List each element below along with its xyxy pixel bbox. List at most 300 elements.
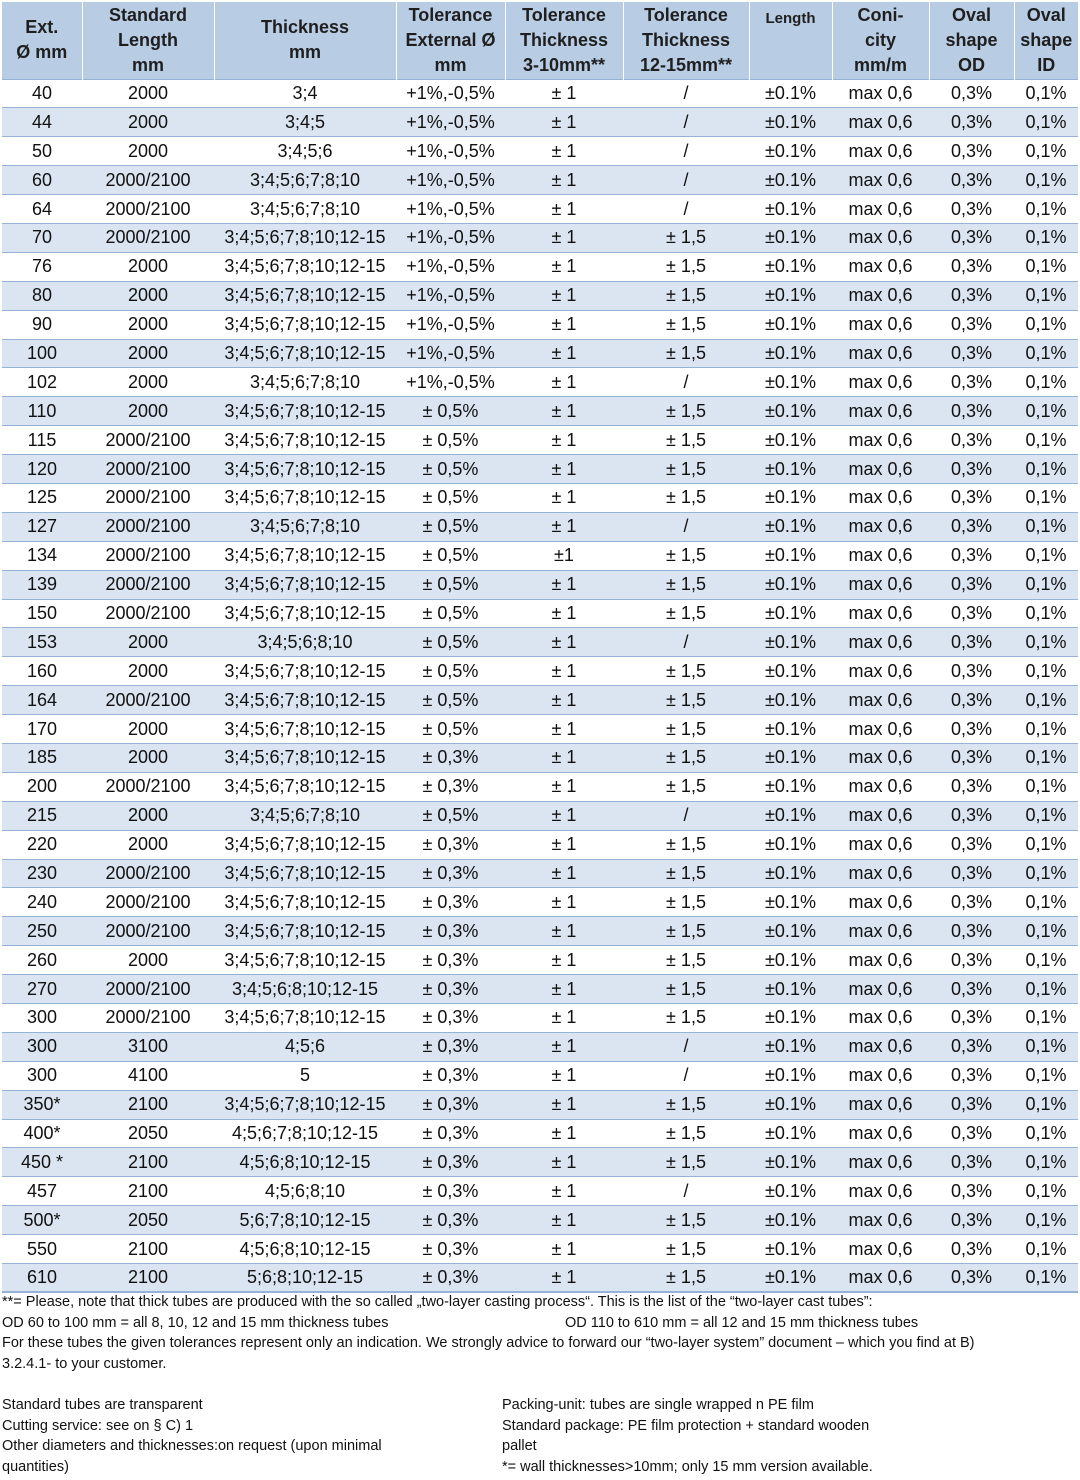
header-line: mm [434,54,467,75]
col-oval-od-cell: 0,3% [929,715,1014,744]
table-row [2,801,1078,830]
col-length-header [749,2,832,79]
col-oval-od-cell: 0,3% [929,1032,1014,1061]
table-row [2,1177,1078,1206]
od-range-small: OD 60 to 100 mm = all 8, 10, 12 and 15 mm thickness tubes [2,1314,389,1331]
col-ext-diameter-cell: 260 [2,946,82,975]
col-oval-od-cell: 0,3% [929,599,1014,628]
header-line: Length [118,29,178,50]
table-row [2,223,1078,252]
col-length-cell: ±0.1% [749,455,832,484]
header-line: shape [1020,29,1073,50]
col-standard-length-cell: 2000 [82,946,214,975]
col-tol-thickness-12-15-cell: ± 1,5 [623,397,749,426]
table-row [2,830,1078,859]
col-length-cell: ±0.1% [749,772,832,801]
col-tol-thickness-12-15-cell: ± 1,5 [623,975,749,1004]
col-oval-od-cell: 0,3% [929,541,1014,570]
col-thickness-cell: 3;4;5;6;7;8;10;12-15 [214,743,396,772]
col-tol-external-cell: ± 0,3% [396,946,505,975]
col-tol-external-cell: ± 0,3% [396,1032,505,1061]
col-standard-length-cell: 2000 [82,252,214,281]
col-standard-length-cell: 2000 [82,310,214,339]
col-oval-id-cell: 0,1% [1014,1119,1078,1148]
col-standard-length-cell: 2000/2100 [82,426,214,455]
col-length-cell: ±0.1% [749,888,832,917]
footer-left-line: Cutting service: see on § C) 1 [2,1417,194,1434]
col-length-cell: ±0.1% [749,743,832,772]
col-ext-diameter-cell: 457 [2,1177,82,1206]
col-ext-diameter-cell: 550 [2,1235,82,1264]
col-tol-external-cell: ± 0,3% [396,1206,505,1235]
col-standard-length-header [82,2,214,79]
col-tol-external-cell: ± 0,3% [396,1148,505,1177]
col-thickness-cell: 3;4;5;6;7;8;10 [214,512,396,541]
col-oval-id-cell: 0,1% [1014,252,1078,281]
col-tol-thickness-12-15-cell: / [623,1177,749,1206]
table-row [2,397,1078,426]
table-row [2,715,1078,744]
col-tol-thickness-3-10-header [505,2,623,79]
table-row [2,1004,1078,1033]
col-oval-od-cell: 0,3% [929,975,1014,1004]
col-length-cell: ±0.1% [749,1004,832,1033]
col-oval-od-cell: 0,3% [929,252,1014,281]
col-thickness-cell: 3;4;5;6;7;8;10;12-15 [214,1090,396,1119]
col-oval-od-cell: 0,3% [929,137,1014,166]
col-tol-external-cell: ± 0,3% [396,888,505,917]
col-oval-id-cell: 0,1% [1014,223,1078,252]
col-tol-thickness-12-15-cell: ± 1,5 [623,223,749,252]
col-length-cell: ±0.1% [749,801,832,830]
col-ext-diameter-cell: 110 [2,397,82,426]
col-oval-id-cell: 0,1% [1014,917,1078,946]
col-ext-diameter-cell: 500* [2,1206,82,1235]
col-tol-thickness-12-15-cell: ± 1,5 [623,570,749,599]
header-line: External Ø [405,29,496,50]
col-tol-thickness-12-15-cell: / [623,166,749,195]
col-conicity-cell: max 0,6 [832,455,929,484]
col-tol-thickness-3-10-cell: ± 1 [505,397,623,426]
header-line: Ø mm [16,42,68,63]
footnote-od-ranges [2,1313,1072,1334]
table-row [2,1264,1078,1293]
col-conicity-cell: max 0,6 [832,686,929,715]
col-tol-external-cell: ± 0,3% [396,830,505,859]
col-length-cell: ±0.1% [749,368,832,397]
col-tol-thickness-12-15-cell: / [623,108,749,137]
header-line: ID [1037,54,1056,75]
col-oval-od-cell: 0,3% [929,310,1014,339]
col-oval-od-cell: 0,3% [929,830,1014,859]
col-standard-length-cell: 2000/2100 [82,975,214,1004]
col-length-cell: ±0.1% [749,426,832,455]
col-conicity-cell: max 0,6 [832,1004,929,1033]
col-thickness-cell: 3;4;5;6;7;8;10;12-15 [214,599,396,628]
col-oval-id-cell: 0,1% [1014,1090,1078,1119]
col-oval-od-cell: 0,3% [929,397,1014,426]
header-line: OD [958,54,985,75]
header-line: city [864,29,897,50]
col-oval-id-cell: 0,1% [1014,1061,1078,1090]
col-length-cell: ±0.1% [749,137,832,166]
col-ext-diameter-cell: 102 [2,368,82,397]
col-thickness-cell: 3;4;5;6;7;8;10;12-15 [214,917,396,946]
col-ext-diameter-cell: 450 * [2,1148,82,1177]
col-thickness-cell: 3;4;5;6;7;8;10;12-15 [214,715,396,744]
col-tol-thickness-12-15-cell: ± 1,5 [623,917,749,946]
col-oval-id-cell: 0,1% [1014,1177,1078,1206]
col-oval-id-cell: 0,1% [1014,946,1078,975]
col-oval-id-cell: 0,1% [1014,339,1078,368]
col-tol-external-cell: ± 0,3% [396,1235,505,1264]
header-line: shape [945,29,998,50]
col-oval-id-cell: 0,1% [1014,1264,1078,1293]
col-standard-length-cell: 2000/2100 [82,570,214,599]
col-thickness-cell: 3;4;5;6;7;8;10;12-15 [214,281,396,310]
col-oval-id-cell: 0,1% [1014,426,1078,455]
col-tol-external-cell: ± 0,5% [396,570,505,599]
col-ext-diameter-cell: 120 [2,455,82,484]
table-row [2,1235,1078,1264]
footer-left-line: quantities) [2,1458,69,1475]
col-thickness-cell: 3;4;5;6;7;8;10;12-15 [214,426,396,455]
col-tol-thickness-3-10-cell: ± 1 [505,339,623,368]
col-length-cell: ±0.1% [749,859,832,888]
col-tol-thickness-3-10-cell: ± 1 [505,166,623,195]
col-conicity-cell: max 0,6 [832,1148,929,1177]
col-tol-external-cell: +1%,-0,5% [396,252,505,281]
col-oval-od-cell: 0,3% [929,223,1014,252]
col-standard-length-cell: 2000/2100 [82,917,214,946]
col-tol-external-cell: ± 0,3% [396,1090,505,1119]
col-oval-id-cell: 0,1% [1014,686,1078,715]
col-oval-od-cell: 0,3% [929,108,1014,137]
col-conicity-cell: max 0,6 [832,743,929,772]
col-tol-thickness-3-10-cell: ± 1 [505,455,623,484]
col-tol-thickness-3-10-cell: ± 1 [505,946,623,975]
table-row [2,599,1078,628]
col-length-cell: ±0.1% [749,1119,832,1148]
col-ext-diameter-cell: 44 [2,108,82,137]
col-oval-od-cell: 0,3% [929,801,1014,830]
col-ext-diameter-cell: 300 [2,1032,82,1061]
col-tol-external-cell: ± 0,5% [396,541,505,570]
col-standard-length-cell: 4100 [82,1061,214,1090]
col-oval-od-header [929,2,1014,79]
header-line: Tolerance [408,4,493,25]
footer-left-line: Standard tubes are transparent [2,1397,203,1413]
col-conicity-cell: max 0,6 [832,310,929,339]
header-row [2,2,1078,79]
col-tol-external-cell: ± 0,3% [396,1119,505,1148]
col-conicity-cell: max 0,6 [832,137,929,166]
col-thickness-cell: 3;4;5;6;7;8;10 [214,195,396,224]
col-conicity-cell: max 0,6 [832,975,929,1004]
col-tol-thickness-3-10-cell: ± 1 [505,1148,623,1177]
col-conicity-cell: max 0,6 [832,166,929,195]
col-conicity-cell: max 0,6 [832,1061,929,1090]
footnote-line: 3.2.4.1- to your customer. [2,1355,167,1372]
col-standard-length-cell: 3100 [82,1032,214,1061]
col-oval-id-cell: 0,1% [1014,368,1078,397]
col-ext-diameter-cell: 125 [2,483,82,512]
col-thickness-cell: 3;4;5;6;7;8;10;12-15 [214,686,396,715]
col-ext-diameter-cell: 250 [2,917,82,946]
col-ext-diameter-cell: 215 [2,801,82,830]
col-thickness-cell: 5;6;7;8;10;12-15 [214,1206,396,1235]
col-tol-thickness-3-10-cell: ± 1 [505,1090,623,1119]
col-thickness-cell: 3;4;5;6;8;10 [214,628,396,657]
col-tol-thickness-12-15-cell: ± 1,5 [623,715,749,744]
col-conicity-cell: max 0,6 [832,830,929,859]
table-row [2,108,1078,137]
col-ext-diameter-cell: 300 [2,1004,82,1033]
col-tol-external-cell: ± 0,3% [396,1264,505,1293]
col-standard-length-cell: 2000 [82,281,214,310]
header-line: 3-10mm** [522,54,606,75]
col-length-cell: ±0.1% [749,599,832,628]
table-row [2,281,1078,310]
footer-right-line: Standard package: PE film protection + standard wooden [502,1417,870,1434]
col-oval-id-cell: 0,1% [1014,599,1078,628]
col-tol-thickness-3-10-cell: ± 1 [505,512,623,541]
col-thickness-cell: 3;4;5;6;7;8;10 [214,166,396,195]
col-standard-length-cell: 2000 [82,801,214,830]
col-standard-length-cell: 2000/2100 [82,541,214,570]
col-tol-external-cell: +1%,-0,5% [396,137,505,166]
col-tol-thickness-3-10-cell: ± 1 [505,975,623,1004]
col-length-cell: ±0.1% [749,1090,832,1119]
col-length-cell: ±0.1% [749,686,832,715]
col-standard-length-cell: 2000 [82,339,214,368]
col-ext-diameter-cell: 50 [2,137,82,166]
col-conicity-cell: max 0,6 [832,1119,929,1148]
col-tol-thickness-12-15-cell: / [623,628,749,657]
col-oval-od-cell: 0,3% [929,859,1014,888]
col-thickness-cell: 3;4;5;6;7;8;10 [214,368,396,397]
col-tol-external-cell: ± 0,5% [396,599,505,628]
header-line: Length [765,10,816,27]
col-oval-od-cell: 0,3% [929,166,1014,195]
col-conicity-cell: max 0,6 [832,801,929,830]
col-length-cell: ±0.1% [749,830,832,859]
col-length-cell: ±0.1% [749,339,832,368]
table-row [2,1119,1078,1148]
col-tol-thickness-3-10-cell: ± 1 [505,1004,623,1033]
col-tol-thickness-3-10-cell: ± 1 [505,1119,623,1148]
col-tol-thickness-3-10-cell: ± 1 [505,1235,623,1264]
col-tol-external-cell: +1%,-0,5% [396,79,505,108]
col-thickness-cell: 4;5;6;8;10;12-15 [214,1148,396,1177]
col-tol-external-cell: ± 0,5% [396,455,505,484]
col-tol-external-cell: ± 0,5% [396,512,505,541]
table-row [2,339,1078,368]
col-tol-external-cell: ± 0,3% [396,743,505,772]
col-length-cell: ±0.1% [749,195,832,224]
col-standard-length-cell: 2000 [82,137,214,166]
footnote-line: For these tubes the given tolerances represent only an indication. We strongly advice to forward our “two-layer system” document – which you find at B) [2,1335,975,1351]
col-ext-diameter-cell: 76 [2,252,82,281]
col-tol-thickness-3-10-cell: ± 1 [505,1177,623,1206]
table-row [2,859,1078,888]
table-row [2,1032,1078,1061]
col-oval-od-cell: 0,3% [929,195,1014,224]
col-tol-external-header [396,2,505,79]
col-ext-diameter-cell: 230 [2,859,82,888]
col-conicity-cell: max 0,6 [832,281,929,310]
col-ext-diameter-cell: 220 [2,830,82,859]
header-line: Thickness [641,29,731,50]
col-thickness-cell: 3;4;5;6;7;8;10;12-15 [214,772,396,801]
col-tol-thickness-12-15-cell: ± 1,5 [623,1264,749,1293]
col-ext-diameter-cell: 115 [2,426,82,455]
table-row [2,426,1078,455]
col-tol-external-cell: ± 0,3% [396,859,505,888]
col-tol-external-cell: ± 0,3% [396,1061,505,1090]
col-conicity-cell: max 0,6 [832,1264,929,1293]
col-oval-id-cell: 0,1% [1014,570,1078,599]
col-thickness-cell: 3;4;5 [214,108,396,137]
header-line: Tolerance [644,4,728,25]
col-tol-thickness-12-15-cell: ± 1,5 [623,859,749,888]
col-standard-length-cell: 2050 [82,1119,214,1148]
col-conicity-cell: max 0,6 [832,79,929,108]
col-conicity-cell: max 0,6 [832,1235,929,1264]
col-tol-thickness-3-10-cell: ± 1 [505,628,623,657]
col-standard-length-cell: 2000/2100 [82,455,214,484]
table-row [2,483,1078,512]
table-row [2,917,1078,946]
col-tol-thickness-3-10-cell: ± 1 [505,772,623,801]
col-tol-thickness-3-10-cell: ± 1 [505,570,623,599]
col-tol-external-cell: ± 0,5% [396,628,505,657]
col-ext-diameter-cell: 60 [2,166,82,195]
col-oval-id-cell: 0,1% [1014,166,1078,195]
col-tol-external-cell: ± 0,3% [396,1004,505,1033]
header-line: Coni- [857,4,904,25]
col-tol-thickness-3-10-cell: ± 1 [505,715,623,744]
col-tol-external-cell: +1%,-0,5% [396,310,505,339]
col-thickness-cell: 3;4;5;6;7;8;10;12-15 [214,223,396,252]
col-tol-thickness-12-15-cell: ± 1,5 [623,743,749,772]
col-tol-external-cell: +1%,-0,5% [396,166,505,195]
col-length-cell: ±0.1% [749,975,832,1004]
table-row [2,975,1078,1004]
col-tol-thickness-12-15-cell: / [623,1032,749,1061]
col-tol-external-cell: +1%,-0,5% [396,195,505,224]
col-oval-id-cell: 0,1% [1014,715,1078,744]
col-oval-od-cell: 0,3% [929,1177,1014,1206]
col-standard-length-cell: 2050 [82,1206,214,1235]
col-oval-od-cell: 0,3% [929,339,1014,368]
col-oval-id-cell: 0,1% [1014,975,1078,1004]
col-conicity-cell: max 0,6 [832,599,929,628]
col-tol-thickness-3-10-cell: ± 1 [505,830,623,859]
col-tol-external-cell: ± 0,3% [396,975,505,1004]
col-tol-thickness-12-15-cell: ± 1,5 [623,1206,749,1235]
col-standard-length-cell: 2000/2100 [82,1004,214,1033]
col-tol-thickness-12-15-cell: ± 1,5 [623,1148,749,1177]
col-tol-external-cell: ± 0,3% [396,917,505,946]
col-tol-external-cell: ± 0,5% [396,801,505,830]
col-ext-diameter-cell: 90 [2,310,82,339]
col-thickness-cell: 3;4;5;6;7;8;10;12-15 [214,455,396,484]
col-oval-id-cell: 0,1% [1014,1148,1078,1177]
col-conicity-cell: max 0,6 [832,946,929,975]
col-tol-thickness-12-15-cell: ± 1,5 [623,946,749,975]
col-thickness-cell: 3;4;5;6;7;8;10;12-15 [214,657,396,686]
col-tol-thickness-3-10-cell: ± 1 [505,743,623,772]
col-tol-thickness-12-15-cell: ± 1,5 [623,281,749,310]
col-tol-thickness-12-15-cell: / [623,801,749,830]
header-line: 12-15mm** [639,54,733,75]
col-oval-id-cell: 0,1% [1014,1004,1078,1033]
col-conicity-cell: max 0,6 [832,339,929,368]
header-line: mm [131,54,164,75]
header-line: mm/m [853,54,907,75]
col-ext-diameter-cell: 270 [2,975,82,1004]
col-tol-thickness-3-10-cell: ± 1 [505,888,623,917]
col-tol-thickness-12-15-cell: ± 1,5 [623,455,749,484]
col-ext-diameter-header [2,2,82,79]
col-oval-id-cell: 0,1% [1014,1032,1078,1061]
col-tol-thickness-3-10-cell: ± 1 [505,599,623,628]
table-row [2,252,1078,281]
col-length-cell: ±0.1% [749,570,832,599]
col-ext-diameter-cell: 400* [2,1119,82,1148]
col-oval-id-cell: 0,1% [1014,628,1078,657]
col-oval-od-cell: 0,3% [929,1004,1014,1033]
col-oval-id-cell: 0,1% [1014,108,1078,137]
header-line: Standard [108,4,187,25]
col-tol-thickness-12-15-cell: ± 1,5 [623,772,749,801]
table-row [2,195,1078,224]
col-tol-thickness-12-15-cell: ± 1,5 [623,252,749,281]
col-tol-thickness-3-10-cell: ± 1 [505,426,623,455]
col-standard-length-cell: 2000 [82,657,214,686]
col-conicity-cell: max 0,6 [832,108,929,137]
col-oval-od-cell: 0,3% [929,455,1014,484]
col-oval-od-cell: 0,3% [929,1090,1014,1119]
col-tol-thickness-12-15-cell: ± 1,5 [623,599,749,628]
col-length-cell: ±0.1% [749,1264,832,1293]
col-length-cell: ±0.1% [749,657,832,686]
col-length-cell: ±0.1% [749,1235,832,1264]
col-thickness-cell: 4;5;6;7;8;10;12-15 [214,1119,396,1148]
col-oval-od-cell: 0,3% [929,1148,1014,1177]
col-length-cell: ±0.1% [749,108,832,137]
col-length-cell: ±0.1% [749,1206,832,1235]
col-tol-thickness-3-10-cell: ± 1 [505,368,623,397]
col-length-cell: ±0.1% [749,1177,832,1206]
col-oval-od-cell: 0,3% [929,426,1014,455]
col-ext-diameter-cell: 300 [2,1061,82,1090]
col-length-cell: ±0.1% [749,310,832,339]
col-thickness-cell: 3;4;5;6;8;10;12-15 [214,975,396,1004]
col-standard-length-cell: 2000/2100 [82,483,214,512]
col-oval-od-cell: 0,3% [929,888,1014,917]
col-conicity-cell: max 0,6 [832,1090,929,1119]
col-standard-length-cell: 2000 [82,108,214,137]
col-oval-id-cell: 0,1% [1014,195,1078,224]
col-tol-external-cell: ± 0,5% [396,483,505,512]
col-oval-od-cell: 0,3% [929,570,1014,599]
footnote-line: **= Please, note that thick tubes are produced with the so called „two-layer casting process“. This is the list of the “two-layer cast tubes”: [2,1294,873,1310]
col-oval-od-cell: 0,3% [929,686,1014,715]
col-tol-external-cell: +1%,-0,5% [396,368,505,397]
col-standard-length-cell: 2000 [82,743,214,772]
